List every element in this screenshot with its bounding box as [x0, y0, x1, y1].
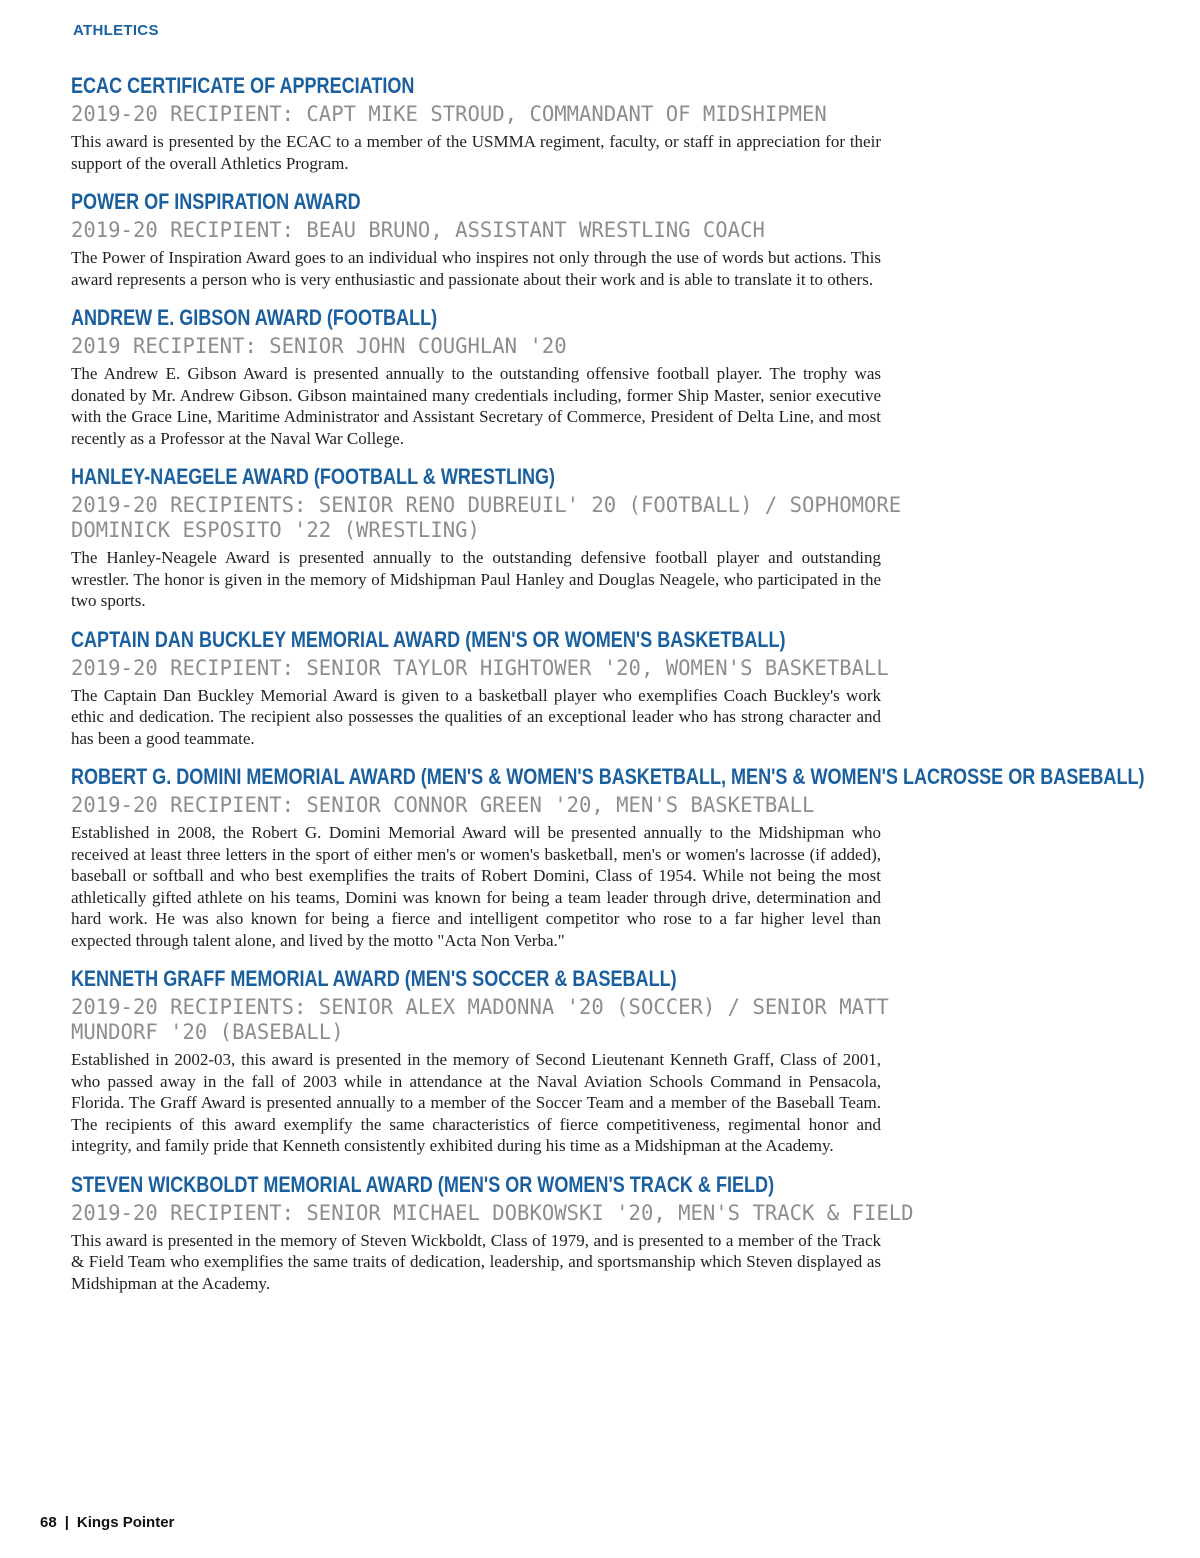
- award-title: ECAC CERTIFICATE OF APPRECIATION: [71, 73, 415, 98]
- page-number: 68: [40, 1514, 57, 1531]
- award-title: CAPTAIN DAN BUCKLEY MEMORIAL AWARD (MEN'S OR WOMEN'S BASKETBALL): [71, 626, 786, 652]
- award-description: This award is presented by the ECAC to a member of the USMMA regiment, faculty, or staff in appreciation for their support of the overall Athletics Program.: [71, 132, 881, 173]
- award-description: The Hanley-Neagele Award is presented annually to the outstanding defensive football player and outstanding wrestler. The honor is given in the memory of Midshipman Paul Hanley and Douglas Neagele, who participated in the two sports.: [71, 548, 881, 610]
- award-title: POWER OF INSPIRATION AWARD: [71, 189, 361, 214]
- award-title: HANLEY-NAEGELE AWARD (FOOTBALL & WRESTLING): [71, 464, 556, 489]
- award-recipient: 2019-20 RECIPIENT: CAPT MIKE STROUD, COMMANDANT OF MIDSHIPMEN: [71, 102, 827, 126]
- award-description: Established in 2002-03, this award is presented in the memory of Second Lieutenant Kenneth Graff, Class of 2001, who passed away in the fall of 2003 while in attendance at the Naval Aviation Schools Command in Pensacola, Florida. The Graff Award is presented annually to a member of the Soccer Team and a member of the Baseball Team. The recipients of this award exemplify the same characteristics of fierce competitiveness, regimental honor and integrity, and family pride that Kenneth consistently exhibited during his time as a Midshipman at the Academy.: [71, 1050, 881, 1155]
- award-recipient: 2019 RECIPIENT: SENIOR JOHN COUGHLAN '20: [71, 334, 567, 358]
- award-title: ANDREW E. GIBSON AWARD (FOOTBALL): [71, 305, 438, 330]
- award-robert-domini: [71, 763, 1145, 951]
- award-power-of-inspiration: [71, 188, 1131, 290]
- award-hanley-naegele: [71, 463, 1131, 612]
- award-recipient: 2019-20 RECIPIENTS: SENIOR ALEX MADONNA '20 (SOCCER) / SENIOR MATT MUNDORF '20 (BASEBALL): [71, 995, 889, 1044]
- award-title: KENNETH GRAFF MEMORIAL AWARD (MEN'S SOCCER & BASEBALL): [71, 966, 677, 991]
- page-footer: [40, 1514, 174, 1531]
- publication-name: Kings Pointer: [76, 1514, 175, 1531]
- award-andrew-gibson: [71, 304, 1131, 449]
- award-title: STEVEN WICKBOLDT MEMORIAL AWARD (MEN'S OR WOMEN'S TRACK & FIELD): [71, 1171, 775, 1197]
- award-dan-buckley: [71, 626, 1131, 750]
- awards-list: [71, 72, 1145, 1308]
- award-description: This award is presented in the memory of Steven Wickboldt, Class of 1979, and is presented to a member of the Track & Field Team who exemplifies the same traits of dedication, leadership, and sportsmanship which Steven displayed as Midshipman at the Academy.: [71, 1230, 881, 1293]
- award-description: The Captain Dan Buckley Memorial Award is given to a basketball player who exemplifies Coach Buckley's work ethic and dedication. The recipient also possesses the qualities of an exceptional leader who has strong character and has been a good teammate.: [71, 685, 881, 748]
- award-kenneth-graff: [71, 965, 1131, 1157]
- award-description: The Power of Inspiration Award goes to an individual who inspires not only through the use of words but actions. This award represents a person who is very enthusiastic and passionate about their work and is able to translate it to others.: [71, 248, 881, 289]
- award-title: ROBERT G. DOMINI MEMORIAL AWARD (MEN'S & WOMEN'S BASKETBALL, MEN'S & WOMEN'S LACROSSE OR BASEBALL): [71, 764, 1145, 789]
- award-recipient: 2019-20 RECIPIENT: SENIOR MICHAEL DOBKOWSKI '20, MEN'S TRACK & FIELD: [71, 1200, 914, 1225]
- award-steven-wickboldt: [71, 1171, 1131, 1295]
- footer-separator: |: [64, 1514, 69, 1531]
- award-recipient: 2019-20 RECIPIENTS: SENIOR RENO DUBREUIL' 20 (FOOTBALL) / SOPHOMORE DOMINICK ESPOSITO '22 (WRESTLING): [71, 493, 902, 542]
- award-ecac-certificate: [71, 72, 1131, 174]
- award-recipient: 2019-20 RECIPIENT: BEAU BRUNO, ASSISTANT WRESTLING COACH: [71, 218, 765, 242]
- award-description: Established in 2008, the Robert G. Domini Memorial Award will be presented annually to the Midshipman who received at least three letters in the sport of either men's or women's basketball, men's or women's lacrosse (if added), baseball or softball and who best exemplifies the traits of Robert Domini, Class of 1954. While not being the most athletically gifted athlete on his teams, Domini was known for being a team leader through drive, determination and hard work. He was also known for being a fierce and intelligent competitor who rose to a far higher level than expected through talent alone, and lived by the motto "Acta Non Verba.": [71, 823, 881, 950]
- award-recipient: 2019-20 RECIPIENT: SENIOR TAYLOR HIGHTOWER '20, WOMEN'S BASKETBALL: [71, 655, 889, 680]
- award-description: The Andrew E. Gibson Award is presented annually to the outstanding offensive football player. The trophy was donated by Mr. Andrew Gibson. Gibson maintained many credentials including, former Ship Master, senior executive with the Grace Line, Maritime Administrator and Assistant Secretary of Commerce, President of Delta Line, and most recently as a Professor at the Naval War College.: [71, 364, 881, 448]
- award-recipient: 2019-20 RECIPIENT: SENIOR CONNOR GREEN '20, MEN'S BASKETBALL: [71, 793, 815, 817]
- section-label: ATHLETICS: [73, 22, 159, 39]
